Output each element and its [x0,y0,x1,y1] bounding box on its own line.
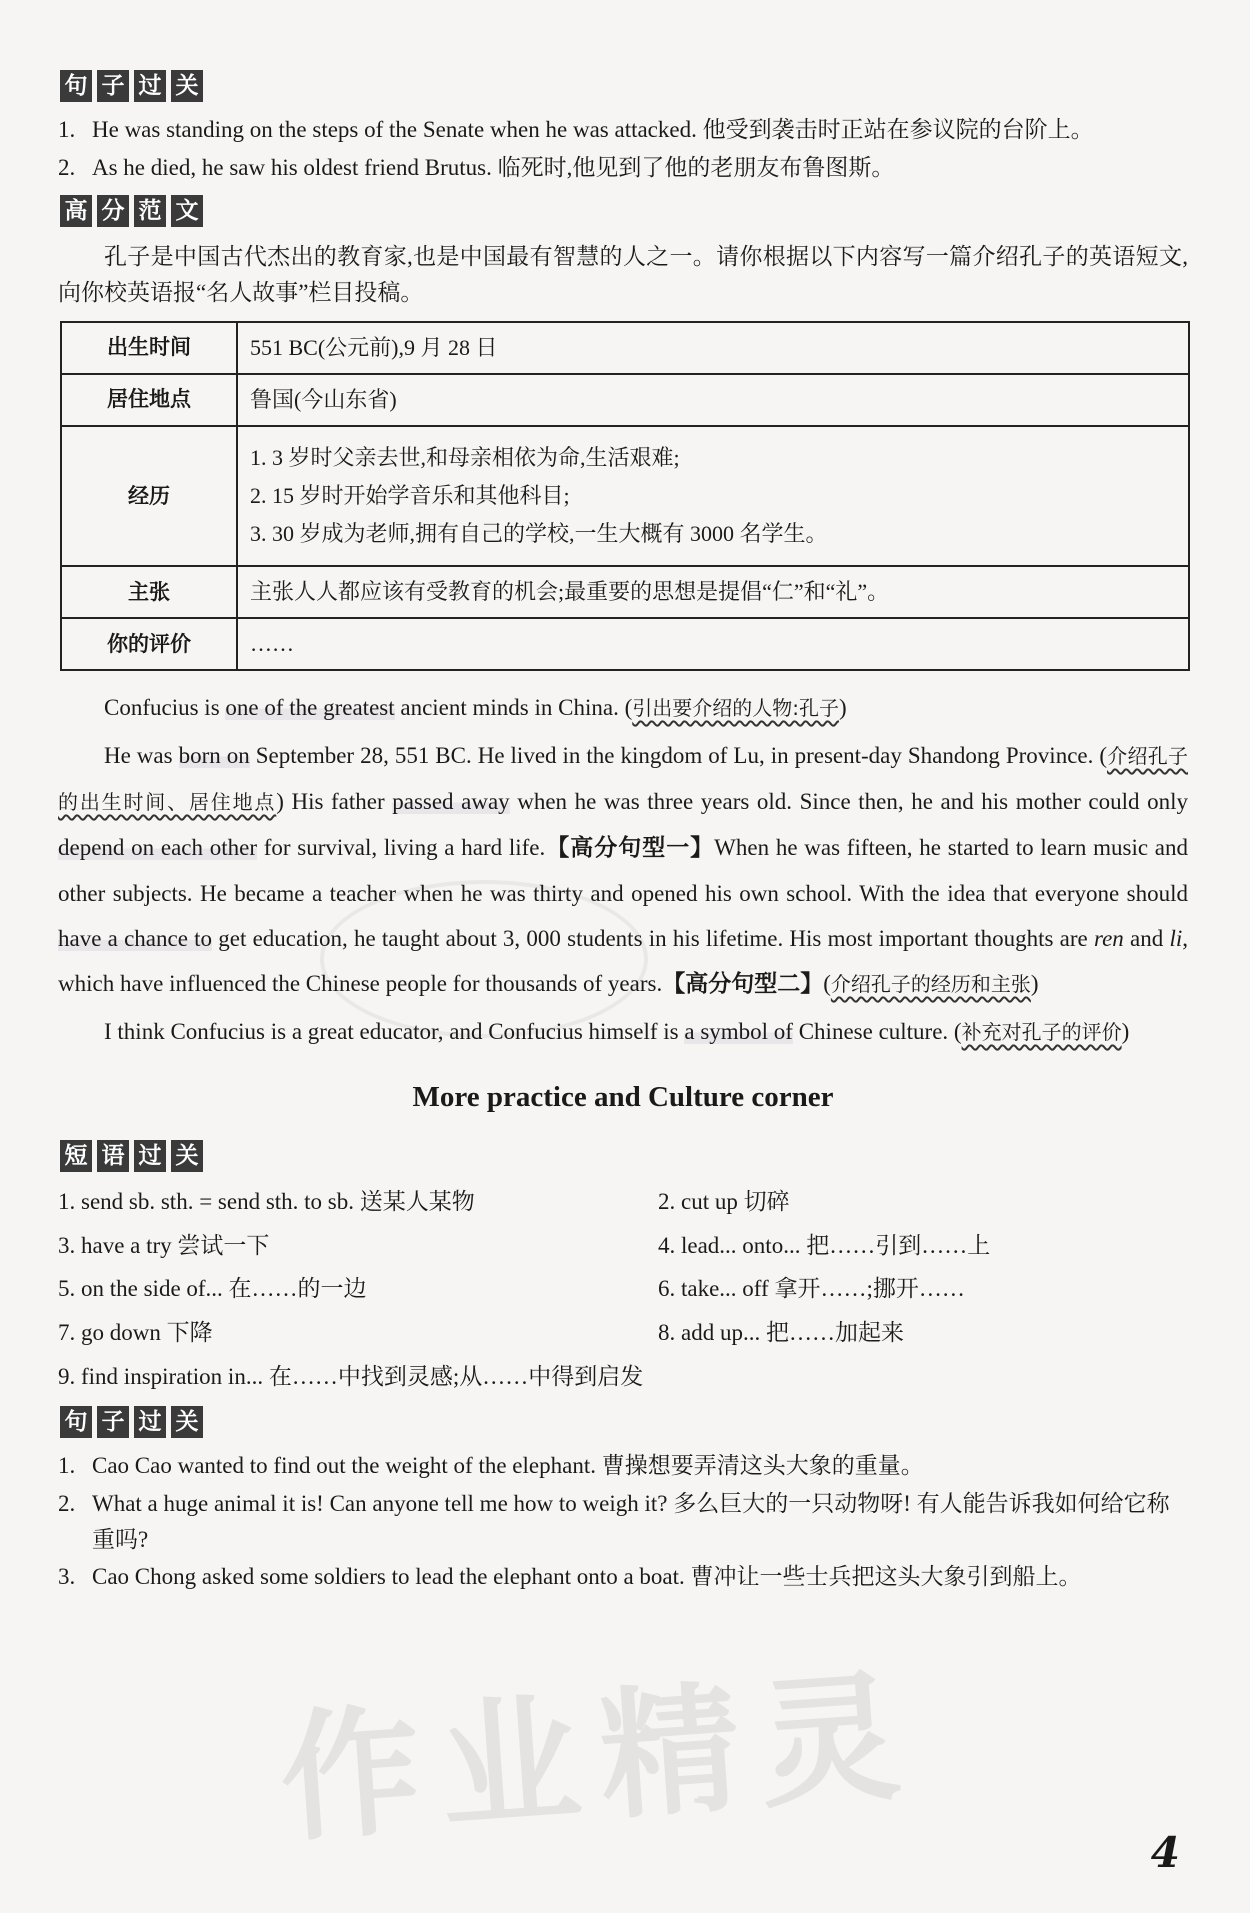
item-text: As he died, he saw his oldest friend Brutus. 临死时,他见到了他的老朋友布鲁图斯。 [92,154,895,180]
list-item [58,150,1188,186]
text: When he was fifteen, he started to learn music and other subjects. He became a teacher when he was thirty and opened his own school. With the idea that everyone should [58,835,1188,907]
table-row [61,426,1189,566]
text: get education, he taught about 3, 000 students in his lifetime. His most important thoughts are [212,926,1094,952]
list-item [58,112,1188,148]
annotation-note: 介绍孔子的经历和主张 [830,972,1031,997]
list-item [58,1486,1188,1557]
text: for survival, living a hard life. [257,835,546,861]
text: Confucius is [104,695,226,721]
view-value: 主张人人都应该有受教育的机会;最重要的思想是提倡“仁”和“礼”。 [237,566,1189,618]
list-item [658,1311,1188,1355]
text: ( [823,971,831,997]
tag-char: 句 [58,1404,94,1440]
pattern-marker: 【高分句型一】 [545,835,715,862]
item-number: 5. [58,1276,76,1302]
highlight-phrase: depend on each other [58,835,258,861]
table-row [61,374,1189,426]
practice-section-title: More practice and Culture corner [412,1081,834,1114]
phrase-list [58,1180,1188,1398]
text: ) [1121,1019,1130,1045]
section-tag-sentences [58,68,206,104]
evaluation-label: 你的评价 [61,618,237,670]
list-item [658,1267,1188,1311]
text: He was [104,743,179,769]
tag-char: 关 [169,1404,205,1440]
experience-item: 3. 30 岁成为老师,拥有自己的学校,一生大概有 3000 名学生。 [250,520,828,546]
section-tag-phrases [58,1138,206,1174]
item-number: 2. [58,1491,76,1516]
item-text: send sb. sth. = send sth. to sb. 送某人某物 [81,1189,475,1215]
tag-char: 句 [58,68,94,104]
item-text: find inspiration in... 在……中找到灵感;从……中得到启发 [81,1363,644,1389]
term-li: li [1169,926,1183,952]
text: ancient minds in China. ( [394,695,633,721]
essay-paragraph-1 [58,685,1188,731]
list-item [58,1355,1188,1399]
text: Chinese culture. ( [792,1019,962,1045]
item-number: 2. [658,1189,676,1215]
item-number: 1. [58,1189,76,1215]
tag-char: 过 [132,1404,168,1440]
item-number: 9. [58,1363,76,1389]
text: ) His father [276,789,393,815]
highlight-phrase: born on [178,743,250,769]
item-number: 8. [658,1320,676,1346]
tag-char: 短 [58,1138,94,1174]
list-item [58,1224,658,1268]
text: September 28, 551 BC. He lived in the kingdom of Lu, in present-day Shandong Province. ( [249,743,1108,769]
item-text: Cao Chong asked some soldiers to lead the elephant onto a boat. 曹冲让一些士兵把这头大象引到船上。 [92,1564,1082,1590]
essay-paragraph-2 [58,733,1188,1007]
tag-char: 子 [95,68,131,104]
section-tag-sentences-2 [58,1404,206,1440]
birth-value: 551 BC(公元前),9 月 28 日 [237,322,1189,374]
tag-char: 高 [58,193,94,229]
list-item [58,1180,658,1224]
page-number: 4 [1150,1827,1180,1877]
item-number: 2. [58,154,76,180]
experience-value [237,426,1189,566]
item-number: 6. [658,1276,676,1302]
tag-char: 范 [132,193,168,229]
item-text: add up... 把……加起来 [681,1320,904,1346]
list-item [658,1180,1188,1224]
table-row [61,322,1189,374]
list-item [58,1448,1188,1484]
table-row [61,618,1189,670]
item-text: cut up 切碎 [681,1189,790,1215]
text: ) [1030,971,1039,997]
list-item [58,1311,658,1355]
experience-item: 1. 3 岁时父亲去世,和母亲相依为命,生活艰难; [250,444,680,470]
item-text: He was standing on the steps of the Senate when he was attacked. 他受到袭击时正站在参议院的台阶上。 [92,117,1094,142]
tag-char: 关 [169,68,205,104]
item-number: 1. [58,1453,76,1479]
list-item [58,1559,1188,1595]
item-text: Cao Cao wanted to find out the weight of the elephant. 曹操想要弄清这头大象的重量。 [92,1453,924,1479]
model-essay [58,685,1188,1055]
item-number: 4. [658,1232,676,1258]
text: ) [839,695,847,721]
tag-char: 过 [132,68,168,104]
text: and [1123,926,1170,952]
evaluation-value: …… [237,618,1189,670]
place-value: 鲁国(今山东省) [237,374,1189,426]
list-item [658,1224,1188,1268]
table-row [61,566,1189,618]
experience-label: 经历 [61,426,237,566]
highlight-phrase: a symbol of [684,1019,793,1045]
essay-paragraph-3 [58,1009,1188,1055]
item-text: go down 下降 [81,1320,213,1346]
tag-char: 语 [95,1138,131,1174]
highlight-phrase: one of the greatest [225,695,395,721]
info-table [60,321,1190,672]
birth-label: 出生时间 [61,322,237,374]
tag-char: 过 [132,1138,168,1174]
tag-char: 文 [169,193,205,229]
text: I think Confucius is a great educator, and Confucius himself is [104,1019,685,1045]
tag-char: 分 [95,193,131,229]
item-number: 3. [58,1564,76,1590]
text: , which have influenced the Chinese people for thousands of years. [58,926,1188,997]
place-label: 居住地点 [61,374,237,426]
experience-item: 2. 15 岁时开始学音乐和其他科目; [250,482,570,508]
list-item [58,1267,658,1311]
highlight-phrase: passed away [392,789,510,815]
content [58,62,1188,1597]
item-text: lead... onto... 把……引到……上 [681,1232,991,1258]
item-number: 7. [58,1320,76,1346]
tag-char: 子 [95,1404,131,1440]
term-ren: ren [1093,926,1124,952]
item-number: 1. [58,117,76,142]
item-text: on the side of... 在……的一边 [81,1276,367,1302]
section-tag-model-essay [58,193,206,229]
annotation-note: 补充对孔子的评价 [961,1020,1122,1045]
item-text: What a huge animal it is! Can anyone tell me how to weigh it? 多么巨大的一只动物呀! 有人能告诉我如何给它称重吗? [92,1491,1170,1552]
pattern-marker: 【高分句型二】 [662,971,824,998]
tag-char: 关 [169,1138,205,1174]
item-number: 3. [58,1232,76,1258]
annotation-note: 引出要介绍的人物:孔子 [632,696,840,721]
view-label: 主张 [61,566,237,618]
watermark: 作业精灵 [275,1654,925,1863]
text: when he was three years old. Since then, he and his mother could only [509,789,1188,815]
item-text: have a try 尝试一下 [81,1232,270,1258]
highlight-phrase: have a chance to [58,926,213,952]
essay-prompt: 孔子是中国古代杰出的教育家,也是中国最有智慧的人之一。请你根据以下内容写一篇介绍孔子的英语短文,向你校英语报“名人故事”栏目投稿。 [58,244,1188,305]
annotation-note: 介绍孔子的出生时间、居住地点 [58,744,1188,815]
item-text: take... off 拿开……;挪开…… [681,1276,965,1302]
